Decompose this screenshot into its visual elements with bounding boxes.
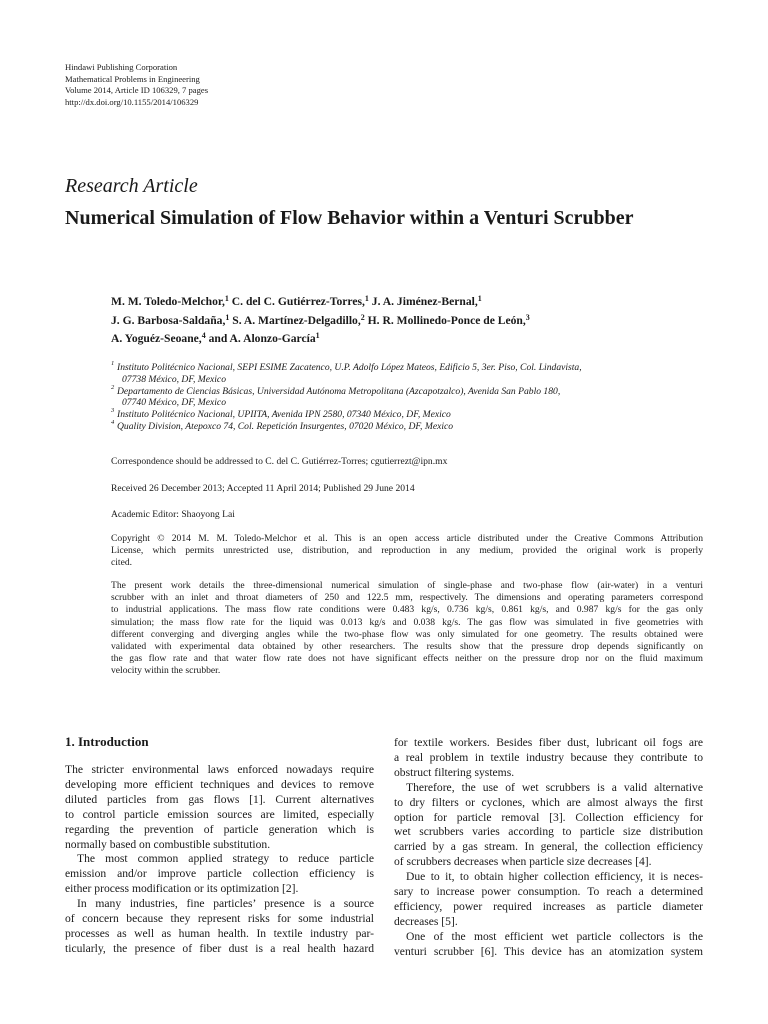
body-line: wet scrubbers varies according to particle size distribution [394, 825, 703, 839]
abstract-line: velocity within the scrubber. [111, 665, 221, 677]
author: H. R. Mollinedo-Ponce de León, [367, 313, 526, 327]
body-paragraph [394, 781, 703, 870]
abstract-line: validated with experimental data obtained by other researchers. The results show that the pressure drop depends significantly on [111, 641, 703, 653]
abstract-line: the gas flow rate and that water flow rate does not have significant effects neither on the pressure drop nor on the fluid maximum [111, 653, 703, 665]
author-affil-mark: 1 [477, 294, 482, 303]
author-affil-mark: 2 [360, 312, 365, 322]
body-line: obstruct filtering systems. [394, 765, 515, 779]
abstract-line: The present work details the three-dimensional numerical simulation of single-phase and two-phase flow (air-water) in a venturi [111, 580, 703, 591]
body-line: normally based on combustible substitution. [65, 837, 271, 851]
affiliation-number: 1 [111, 360, 115, 367]
abstract-line: different converging and diverging angles while the two-phase flow was only simulated for one geometry. The results obtained were [111, 628, 703, 640]
body-paragraph [65, 897, 374, 957]
affiliation [111, 418, 711, 433]
body-line: carried by a gas stream. In general, the collection efficiency [394, 840, 703, 854]
copyright-notice [111, 533, 703, 570]
body-line: a real problem in textile industry because they contribute to [394, 750, 703, 764]
author: J. G. Barbosa-Saldaña, [111, 313, 226, 327]
body-line: of scrubbers decreases when particle size decreases [4]. [394, 855, 652, 869]
body-paragraph [394, 930, 703, 960]
author-affil-mark: 3 [525, 312, 530, 322]
journal-name: Mathematical Problems in Engineering [65, 73, 200, 84]
body-line: venturi scrubber [6]. This device has an atomization system [394, 944, 703, 958]
author: C. del C. Gutiérrez-Torres, [231, 295, 365, 308]
body-line: emission and/or improve particle collection efficiency is [65, 867, 374, 881]
author: J. A. Jiménez-Bernal, [371, 295, 478, 308]
author-list [111, 293, 711, 349]
body-line: regarding the prevention of particle generation which is [65, 822, 374, 836]
affiliations [111, 362, 711, 433]
copyright-line: Copyright © 2014 M. M. Toledo-Melchor et al. This is an open access article distributed under the Creative Commons Attribution [111, 533, 703, 544]
affiliation [111, 409, 711, 421]
author-affil-mark: 4 [201, 331, 206, 340]
author-affil-mark: 1 [224, 294, 229, 303]
body-line: ticularly, the presence of fiber dust is a real health hazard [65, 941, 374, 955]
affiliation-line: Departamento de Ciencias Básicas, Universidad Autónoma Metropolitana (Azcapotzalco), Avenida San Pablo 180, [117, 385, 561, 397]
body-line: Therefore, the use of wet scrubbers is a valid alternative [406, 780, 703, 794]
body-paragraph [65, 852, 374, 897]
body-paragraph [394, 870, 703, 930]
author-affil-mark: 1 [225, 312, 230, 322]
affiliation-line: Instituto Politécnico Nacional, SEPI ESIME Zacatenco, U.P. Adolfo López Mateos, Edificio 5, 3er. Piso, Col. Lindavista, [117, 362, 582, 373]
author: S. A. Martínez-Delgadillo, [232, 313, 361, 327]
abstract-line: simulation; the mass flow rate for the liquid was 0.013 kg/s and 0.038 kg/s. The gas flow was simulated in five geometries with [111, 616, 703, 628]
abstract [111, 580, 703, 678]
affiliation-line: 07740 México, DF, Mexico [122, 397, 226, 409]
author: M. M. Toledo-Melchor, [111, 295, 225, 308]
article-type: Research Article [65, 175, 198, 197]
affiliation-number: 4 [111, 418, 115, 426]
body-line: diluted particles from gas flows [1]. Current alternatives [65, 792, 374, 806]
body-line: of concern because they represent risks for some industrial [65, 912, 374, 926]
copyright-line: License, which permits unrestricted use, distribution, and reproduction in any medium, provided the original work is properly [111, 545, 703, 557]
affiliation-line: Instituto Politécnico Nacional, UPIITA, Avenida IPN 2580, 07340 México, DF, Mexico [117, 409, 451, 421]
body-line: to control particle emission sources are limited, especially [65, 807, 374, 821]
body-line: option for particle removal [3]. Collection efficiency for [394, 810, 703, 824]
affiliation [111, 383, 711, 410]
body-line: sary to increase power consumption. To reach a determined [394, 885, 703, 899]
author-affil-mark: 1 [315, 331, 320, 340]
copyright-line: cited. [111, 557, 133, 569]
body-line: processes as well as human health. In textile industry par- [65, 926, 374, 940]
body-paragraph [65, 763, 374, 852]
publication-dates: Received 26 December 2013; Accepted 11 April 2014; Published 29 June 2014 [111, 483, 415, 494]
body-line: Due to it, to obtain higher collection efficiency, it is neces- [406, 870, 703, 884]
author: and A. Alonzo-García [208, 332, 316, 345]
abstract-line: to industrial applications. The mass flow rate conditions were 0.483 kg/s, 0.736 kg/s, 0.861 kg/s, and 0.987 kg/s for the gas only [111, 604, 703, 616]
publisher: Hindawi Publishing Corporation [65, 62, 178, 72]
body-paragraph [394, 736, 703, 781]
affiliation-line: 07738 México, DF, Mexico [122, 373, 226, 385]
volume-line: Volume 2014, Article ID 106329, 7 pages [65, 85, 209, 96]
author-affil-mark: 1 [364, 294, 369, 303]
body-line: efficiency, power required increases as particle diameter [394, 899, 703, 913]
body-line: The stricter environmental laws enforced nowadays require [65, 763, 374, 776]
affiliation-number: 3 [111, 407, 115, 415]
body-line: In many industries, fine particles’ presence is a source [77, 897, 374, 911]
affiliation [111, 362, 711, 386]
paper-title: Numerical Simulation of Flow Behavior within a Venturi Scrubber [65, 207, 634, 229]
doi-link[interactable]: http://dx.doi.org/10.1155/2014/106329 [65, 96, 199, 107]
body-line: The most common applied strategy to reduce particle [77, 852, 374, 866]
correspondence: Correspondence should be addressed to C. del C. Gutiérrez-Torres; cgutierrezt@ipn.mx [111, 456, 448, 467]
affiliation-number: 2 [111, 383, 115, 391]
body-line: to dry filters or cyclones, which are almost always the first [394, 795, 703, 809]
body-line: One of the most efficient wet particle collectors is the [406, 929, 703, 943]
author: A. Yoguéz-Seoane, [111, 332, 202, 345]
body-line: for textile workers. Besides fiber dust, lubricant oil fogs are [394, 736, 703, 749]
body-line: developing more efficient techniques and devices to remove [65, 777, 374, 791]
abstract-line: scrubber with an inlet and throat diameters of 250 and 122.5 mm, respectively. The dimensions and operating parameters correspond [111, 592, 703, 604]
body-column-left [65, 733, 374, 957]
journal-header [65, 62, 208, 108]
academic-editor: Academic Editor: Shaoyong Lai [111, 509, 235, 520]
body-column-right [394, 736, 703, 960]
affiliation-line: Quality Division, Atepoxco 74, Col. Repetición Insurgentes, 07020 México, DF, Mexico [117, 420, 454, 432]
body-line: either process modification or its optimization [2]. [65, 882, 299, 896]
body-line: decreases [5]. [394, 914, 458, 928]
section-heading: 1. Introduction [65, 734, 149, 749]
